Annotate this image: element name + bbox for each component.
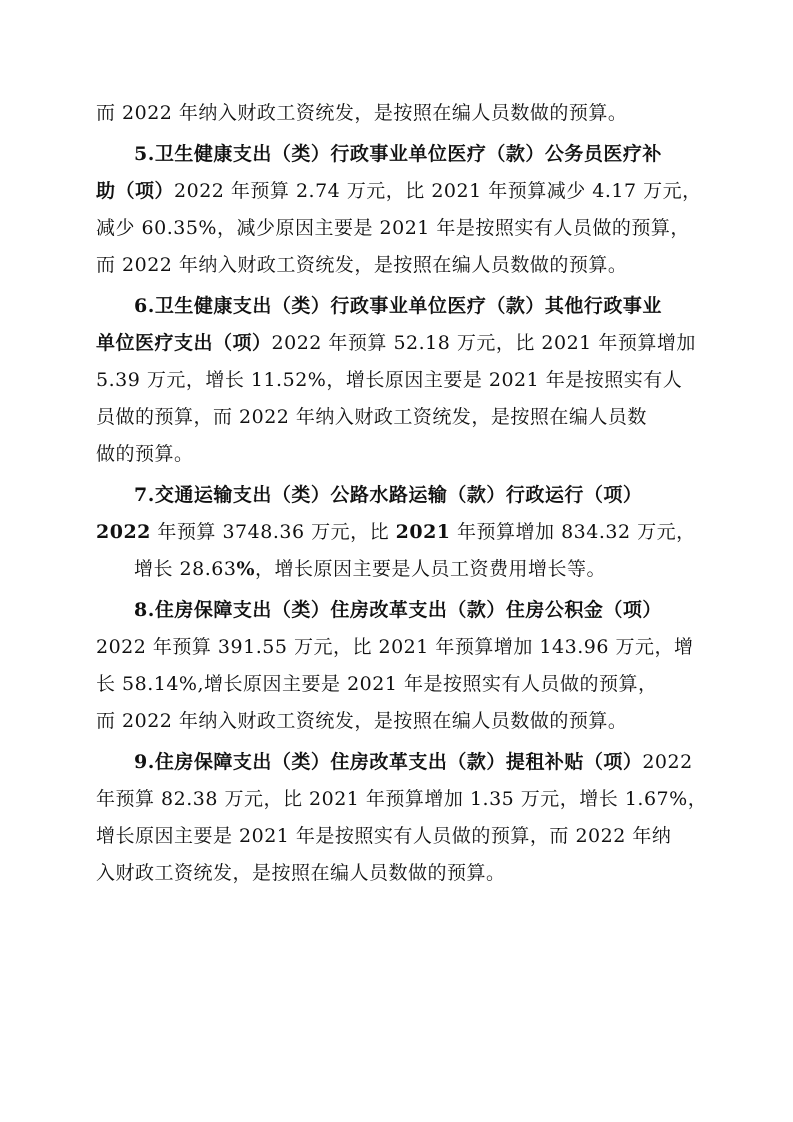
- text-run: 而 2022 年纳入财政工资统发，是按照在编人员数做的预算。: [96, 102, 628, 124]
- text-run: 增长 28.63: [134, 558, 237, 580]
- paragraph-5-line-3: [96, 211, 708, 245]
- paragraph-8-line-3: [96, 667, 708, 701]
- text-run: 年预算 82.38 万元，比 2021 年预算增加 1.35 万元，增长 1.67%，: [96, 788, 708, 810]
- paragraph-9-line-4: [96, 856, 708, 890]
- text-run: 员做的预算，而 2022 年纳入财政工资统发，是按照在编人员数: [96, 406, 647, 428]
- paragraph-9-line-2: [96, 782, 708, 816]
- paragraph-7-line-3: [96, 552, 708, 586]
- text-run: 增长原因主要是 2021 年是按照实有人员做的预算，而 2022 年纳: [96, 825, 672, 847]
- paragraph-5-line-1: [96, 137, 708, 171]
- text-run: 入财政工资统发，是按照在编人员数做的预算。: [96, 862, 506, 884]
- section-heading: 助（项）: [96, 180, 175, 202]
- year-value: 2021: [395, 521, 451, 543]
- text-run: ，增长原因主要是人员工资费用增长等。: [255, 558, 607, 580]
- paragraph-9-line-1: [96, 745, 708, 779]
- paragraph-6-line-3: [96, 363, 708, 397]
- text-run: 长 58.14%,增长原因主要是 2021 年是按照实有人员做的预算，: [96, 673, 658, 695]
- section-heading: 5.卫生健康支出（类）行政事业单位医疗（款）公务员医疗补: [134, 143, 662, 165]
- year-value: 2022: [96, 521, 151, 543]
- paragraph-6-line-4: [96, 400, 708, 434]
- text-run: 减少 60.35%，减少原因主要是 2021 年是按照实有人员做的预算，: [96, 217, 690, 239]
- paragraph-5-line-4: [96, 248, 708, 282]
- text-run: 年预算 3748.36 万元，比: [150, 521, 396, 543]
- text-run: 而 2022 年纳入财政工资统发，是按照在编人员数做的预算。: [96, 710, 628, 732]
- section-heading: 6.卫生健康支出（类）行政事业单位医疗（款）其他行政事业: [134, 295, 662, 317]
- text-run: 年预算增加 834.32 万元，: [450, 521, 696, 543]
- text-run: 2022 年预算 52.18 万元，比 2021 年预算增加: [271, 332, 696, 354]
- paragraph-5-line-2: [96, 174, 708, 208]
- paragraph-7-line-1: [96, 478, 708, 512]
- text-run: 做的预算。: [96, 443, 194, 465]
- text-run: 2022: [642, 751, 693, 773]
- paragraph-0-line-1: [96, 96, 708, 130]
- text-run: 2022 年预算 2.74 万元，比 2021 年预算减少 4.17 万元，: [174, 180, 702, 202]
- section-heading: 单位医疗支出（项）: [96, 332, 272, 354]
- section-heading: 8.住房保障支出（类）住房改革支出（款）住房公积金（项）: [134, 599, 662, 621]
- document-body: [96, 96, 708, 890]
- paragraph-8-line-1: [96, 593, 708, 627]
- percent-sign: %: [236, 558, 255, 580]
- section-heading: 7.交通运输支出（类）公路水路运输（款）行政运行（项）: [134, 484, 643, 506]
- text-run: 而 2022 年纳入财政工资统发，是按照在编人员数做的预算。: [96, 254, 628, 276]
- paragraph-8-line-2: [96, 630, 708, 664]
- text-run: 2022 年预算 391.55 万元，比 2021 年预算增加 143.96 万元，增: [96, 636, 694, 658]
- paragraph-7-line-2: [96, 515, 708, 549]
- paragraph-6-line-2: [96, 326, 708, 360]
- paragraph-6-line-5: [96, 437, 708, 471]
- paragraph-6-line-1: [96, 289, 708, 323]
- text-run: 5.39 万元，增长 11.52%，增长原因主要是 2021 年是按照实有人: [96, 369, 683, 391]
- paragraph-8-line-4: [96, 704, 708, 738]
- section-heading: 9.住房保障支出（类）住房改革支出（款）提租补贴（项）: [134, 751, 643, 773]
- paragraph-9-line-3: [96, 819, 708, 853]
